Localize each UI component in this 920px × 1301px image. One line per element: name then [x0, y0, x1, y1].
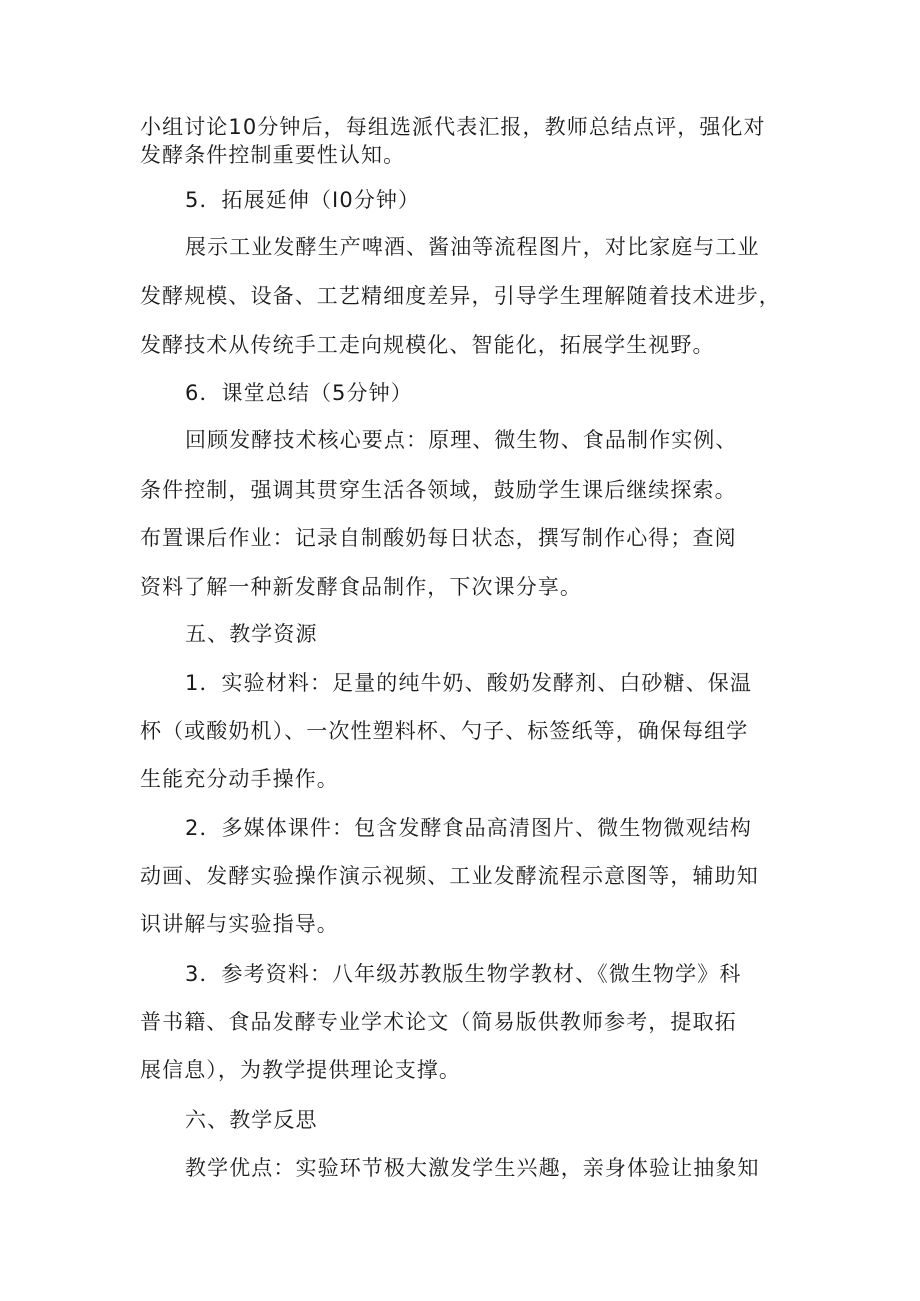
body-text-line: 动画、发酵实验操作演示视频、工业发酵流程示意图等，辅助知 — [140, 864, 759, 888]
body-text-line: 回顾发酵技术核心要点：原理、微生物、食品制作实例、 — [185, 428, 738, 452]
subsection-heading-extension: 5．拓展延伸（I0分钟） — [185, 188, 421, 212]
section-heading-teaching-resources: 五、教学资源 — [185, 622, 318, 646]
body-text-line: 展信息），为教学提供理论支撑。 — [140, 1058, 461, 1082]
subsection-heading-summary: 6．课堂总结（5分钟） — [185, 381, 413, 405]
list-item-references: 3．参考资料：八年级苏教版生物学教材、《微生物学》科 — [185, 962, 742, 986]
body-text-line: 普书籍、食品发酵专业学术论文（简易版供教师参考，提取拓 — [140, 1010, 737, 1034]
section-heading-teaching-reflection: 六、教学反思 — [185, 1108, 318, 1132]
list-item-experiment-materials: 1．实验材料：足量的纯牛奶、酸奶发酵剂、白砂糖、保温 — [185, 671, 752, 695]
body-text-line: 识讲解与实验指导。 — [140, 912, 339, 936]
body-text-line: 发酵技术从传统手工走向规模化、智能化，拓展学生视野。 — [140, 333, 715, 357]
body-text-line: 资料了解一种新发酵食品制作，下次课分享。 — [140, 575, 582, 599]
body-text-line: 展示工业发酵生产啤酒、酱油等流程图片，对比家庭与工业 — [185, 235, 760, 259]
body-text-line: 发酵规模、设备、工艺精细度差异，引导学生理解随着技术进步， — [140, 284, 781, 308]
body-text-line: 教学优点：实验环节极大激发学生兴趣，亲身体验让抽象知 — [185, 1156, 760, 1180]
body-text-line: 布置课后作业：记录自制酸奶每日状态，撰写制作心得；查阅 — [140, 526, 737, 550]
body-text-line: 发酵条件控制重要性认知。 — [140, 143, 406, 167]
body-text-line: 小组讨论10分钟后，每组选派代表汇报，教师总结点评，强化对 — [140, 115, 766, 139]
body-text-line: 生能充分动手操作。 — [140, 767, 339, 791]
body-text-line: 杯（或酸奶机）、一次性塑料杯、勺子、标签纸等，确保每组学 — [140, 719, 749, 743]
body-text-line: 条件控制，强调其贯穿生活各领域，鼓励学生课后继续探索。 — [140, 478, 737, 502]
list-item-multimedia: 2．多媒体课件：包含发酵食品高清图片、微生物微观结构 — [185, 816, 752, 840]
